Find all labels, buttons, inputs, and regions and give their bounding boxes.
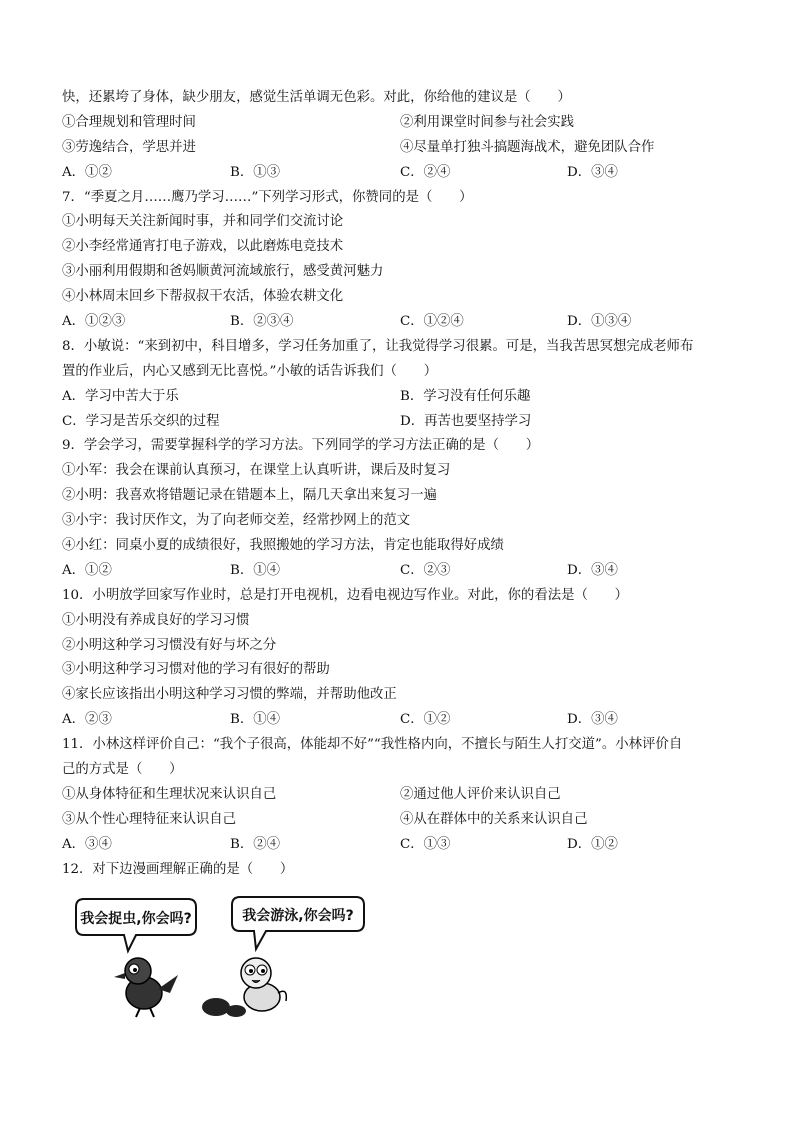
option-d[interactable]: D．③④ xyxy=(567,712,618,728)
question-9-options xyxy=(62,559,742,584)
option-c[interactable]: C．①②④ xyxy=(400,314,464,330)
question-8-stem-line1: 8．小敏说：“来到初中，科目增多，学习任务加重了，让我觉得学习很累。可是，当我苦思冥想完成老师布 xyxy=(62,338,694,354)
option-b[interactable]: B．①③ xyxy=(230,164,281,180)
bubble-right-text: 我会游泳,你会吗? xyxy=(242,908,354,924)
statement-4: ④尽量单打独斗搞题海战术，避免团队合作 xyxy=(400,139,655,155)
question-10-options xyxy=(62,708,742,733)
statement-2: ②小李经常通宵打电子游戏，以此磨炼电竞技术 xyxy=(62,239,344,255)
question-10-stem: 10．小明放学回家写作业时，总是打开电视机，边看电视边写作业。对此，你的看法是（ ） xyxy=(62,587,629,603)
question-8-options-row2 xyxy=(62,410,742,435)
question-12-stem: 12．对下边漫画理解正确的是（ ） xyxy=(62,861,294,877)
option-b[interactable]: B．①④ xyxy=(230,562,281,578)
statement-1: ①小明没有养成良好的学习习惯 xyxy=(62,612,250,628)
option-c[interactable]: C．①③ xyxy=(400,836,451,852)
option-b[interactable]: B．②③④ xyxy=(230,314,294,330)
statement-3: ③从个性心理特征来认识自己 xyxy=(62,811,237,827)
statement-2: ②通过他人评价来认识自己 xyxy=(400,786,561,802)
option-d[interactable]: D．③④ xyxy=(567,562,618,578)
duckling-icon xyxy=(202,958,286,1017)
statement-4: ④小林周末回乡下帮叔叔干农活，体验农耕文化 xyxy=(62,289,344,305)
option-d[interactable]: D．①③④ xyxy=(567,314,632,330)
statement-2: ②小明：我喜欢将错题记录在错题本上，隔几天拿出来复习一遍 xyxy=(62,488,437,504)
question-11-statements-row1 xyxy=(62,783,742,808)
statement-4: ④家长应该指出小明这种学习习惯的弊端，并帮助他改正 xyxy=(62,687,397,703)
option-a[interactable]: A．①②③ xyxy=(62,314,126,330)
comic-illustration xyxy=(66,893,366,1023)
question-11-options xyxy=(62,833,742,858)
option-b[interactable]: B．②④ xyxy=(230,836,281,852)
question-7-stem: 7．“季夏之月……鹰乃学习……”下列学习形式，你赞同的是（ ） xyxy=(62,189,473,205)
statement-4: ④小红：同桌小夏的成绩很好，我照搬她的学习方法，肯定也能取得好成绩 xyxy=(62,538,504,554)
question-6-statements-row2 xyxy=(62,136,742,161)
bubble-left-text: 我会捉虫,你会吗? xyxy=(80,911,192,927)
question-11-stem-line2: 己的方式是（ ） xyxy=(62,762,183,778)
question-11-statements-row2 xyxy=(62,808,742,833)
statement-3: ③小宇：我讨厌作文，为了向老师交差，经常抄网上的范文 xyxy=(62,513,411,529)
speech-bubble-right xyxy=(232,897,364,949)
option-c[interactable]: C．学习是苦乐交织的过程 xyxy=(62,413,220,429)
statement-2: ②利用课堂时间参与社会实践 xyxy=(400,114,575,130)
statement-1: ①小军：我会在课前认真预习，在课堂上认真听讲，课后及时复习 xyxy=(62,463,451,479)
speech-bubble-left xyxy=(76,899,196,951)
bird-icon xyxy=(114,958,178,1017)
option-c[interactable]: C．②③ xyxy=(400,562,451,578)
option-c[interactable]: C．①② xyxy=(400,712,451,728)
question-6-stem: 快，还累垮了身体，缺少朋友，感觉生活单调无色彩。对此，你给他的建议是（ ） xyxy=(62,90,571,105)
option-a[interactable]: A．①② xyxy=(62,164,112,180)
option-d[interactable]: D．①② xyxy=(567,836,618,852)
option-b[interactable]: B．学习没有任何乐趣 xyxy=(400,388,531,404)
statement-3: ③小明这种学习习惯对他的学习有很好的帮助 xyxy=(62,662,330,678)
option-a[interactable]: A．①② xyxy=(62,562,112,578)
option-b[interactable]: B．①④ xyxy=(230,712,281,728)
question-9-stem: 9．学会学习，需要掌握科学的学习方法。下列同学的学习方法正确的是（ ） xyxy=(62,438,540,454)
option-d[interactable]: D．再苦也要坚持学习 xyxy=(400,413,532,429)
question-6-statements-row1 xyxy=(62,111,742,136)
question-6-options xyxy=(62,161,742,186)
option-c[interactable]: C．②④ xyxy=(400,164,451,180)
statement-2: ②小明这种学习习惯没有好与坏之分 xyxy=(62,637,277,653)
question-8-options-row1 xyxy=(62,385,742,410)
statement-1: ①合理规划和管理时间 xyxy=(62,114,196,130)
option-a[interactable]: A．③④ xyxy=(62,836,112,852)
option-a[interactable]: A．学习中苦大于乐 xyxy=(62,388,179,404)
statement-3: ③小丽利用假期和爸妈顺黄河流域旅行，感受黄河魅力 xyxy=(62,264,384,280)
option-a[interactable]: A．②③ xyxy=(62,712,112,728)
statement-3: ③劳逸结合，学思并进 xyxy=(62,139,196,155)
exam-page xyxy=(62,86,742,883)
question-7-options xyxy=(62,310,742,335)
question-11-stem-line1: 11．小林这样评价自己：“我个子很高，体能却不好”“我性格内向，不擅长与陌生人打交道”。小林评价自 xyxy=(62,737,683,753)
option-d[interactable]: D．③④ xyxy=(567,164,618,180)
statement-1: ①从身体特征和生理状况来认识自己 xyxy=(62,786,277,802)
statement-4: ④从在群体中的关系来认识自己 xyxy=(400,811,588,827)
statement-1: ①小明每天关注新闻时事，并和同学们交流讨论 xyxy=(62,214,344,230)
question-8-stem-line2: 置的作业后，内心又感到无比喜悦。”小敏的话告诉我们（ ） xyxy=(62,363,438,379)
